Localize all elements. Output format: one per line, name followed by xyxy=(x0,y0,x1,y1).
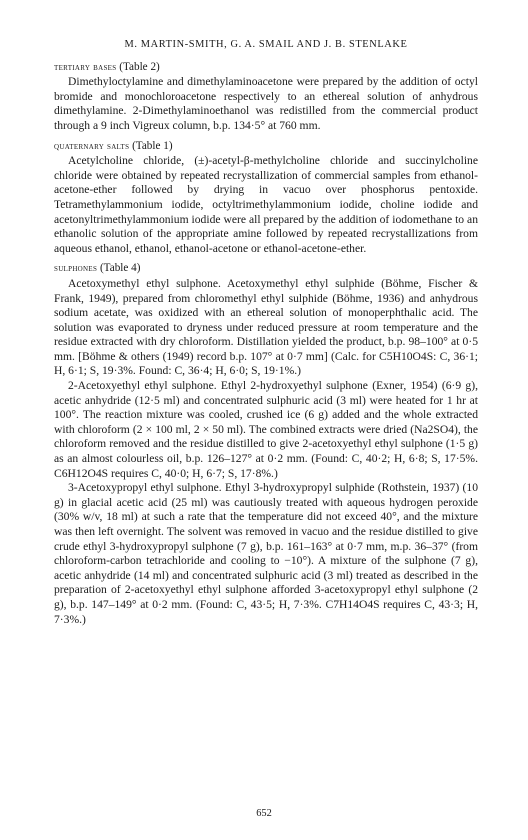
section-heading-label: tertiary bases xyxy=(54,61,117,73)
page-number: 652 xyxy=(256,808,272,819)
paragraph-quaternary-salts: Acetylcholine chloride, (±)-acetyl-β-methylcholine chloride and succinylcholine chloride were obtained by repeated recrystallization of commercial samples from ethanol-acetone-ether followed by drying in vacuo over phosphorus pentoxide. Tetramethylammonium iodide, octyltrimethylammonium iodide, choline iodide and acetonyltrimethylammonium iodide were all prepared by the addition of iodomethane to an ethanolic solution of the appropriate amine followed by repeated recrystallizations from aqueous ethanol, ethanol, ethanol-acetone or ethanol-acetone-ether. xyxy=(54,154,478,255)
section-heading-tertiary-bases xyxy=(54,60,478,76)
section-heading-quaternary-salts xyxy=(54,139,478,155)
section-heading-label: quaternary salts xyxy=(54,140,130,152)
paragraph-tertiary-bases: Dimethyloctylamine and dimethylaminoacetone were prepared by the addition of octyl bromide and monochloroacetone respectively to an ethereal solution of anhydrous dimethylamine. 2-Dimethylaminoethanol was redistilled from the commercial product through a 9 inch Vigreux column, b.p. 134·5° at 760 mm. xyxy=(54,75,478,132)
page-body xyxy=(54,38,478,627)
running-header: M. MARTIN-SMITH, G. A. SMAIL AND J. B. STENLAKE xyxy=(124,39,408,50)
paragraph-acetoxymethyl-ethyl-sulphone: Acetoxymethyl ethyl sulphone. Acetoxymethyl ethyl sulphide (Böhme, Fischer & Frank, 1949), prepared from chloromethyl ethyl sulphide (Böhme, 1936) and anhydrous sodium acetate, was oxidized with an ethereal solution of monoperphthalic acid. The solution was evaporated to dryness under reduced pressure at room temperature and the residue extracted with dry chloroform. Distillation yielded the product, b.p. 98–100° at 0·5 mm. [Böhme & others (1949) record b.p. 107° at 0·7 mm] (Calc. for C5H10O4S: C, 36·1; H, 6·1; S, 19·3%. Found: C, 36·4; H, 6·0; S, 19·1%.) xyxy=(54,276,478,378)
section-heading-table-ref: (Table 1) xyxy=(129,139,173,152)
section-heading-table-ref: (Table 4) xyxy=(97,262,141,275)
paragraph-3-acetoxypropyl-ethyl-sulphone: 3-Acetoxypropyl ethyl sulphone. Ethyl 3-hydroxypropyl sulphide (Rothstein, 1937) (10 g) in glacial acetic acid (25 ml) was cautiously treated with aqueous hydrogen peroxide (30% w/v, 18 ml) at such a rate that the temperature did not exceed 40°, and the mixture was then left overnight. The solvent was removed in vacuo and the residue distilled to give crude ethyl 3-hydroxypropyl sulphone (7 g), b.p. 161–163° at 0·7 mm, m.p. 36–37° (from chloroform-carbon tetrachloride and cooling to −10°). A mixture of the sulphone (7 g), acetic anhydride (14 ml) and concentrated sulphuric acid (3 ml) treated as described in the preparation of 2-acetoxyethyl ethyl sulphone afforded 3-acetoxypropyl ethyl sulphone (2 g), b.p. 147–149° at 0·2 mm. (Found: C, 43·5; H, 7·3%. C7H14O4S requires C, 43·3; H, 7·3%.) xyxy=(54,481,478,626)
section-heading-sulphones xyxy=(54,261,478,277)
section-heading-table-ref: (Table 2) xyxy=(116,60,160,73)
section-heading-label: sulphones xyxy=(54,263,98,275)
paragraph-2-acetoxyethyl-ethyl-sulphone: 2-Acetoxyethyl ethyl sulphone. Ethyl 2-hydroxyethyl sulphone (Exner, 1954) (6·9 g), acetic anhydride (12·5 ml) and concentrated sulphuric acid (3 ml) were heated for 1 hr at 100°. The reaction mixture was cooled, crushed ice (6 g) added and the whole extracted with chloroform (2 × 100 ml, 2 × 50 ml). The combined extracts were dried (Na2SO4), the chloroform removed and the residue distilled to give 2-acetoxyethyl ethyl sulphone (1·5 g) as an almost colourless oil, b.p. 126–127° at 0·2 mm. (Found: C, 40·2; H, 6·8; S, 17·5%. C6H12O4S requires C, 40·0; H, 6·7; S, 17·8%.) xyxy=(54,379,478,480)
